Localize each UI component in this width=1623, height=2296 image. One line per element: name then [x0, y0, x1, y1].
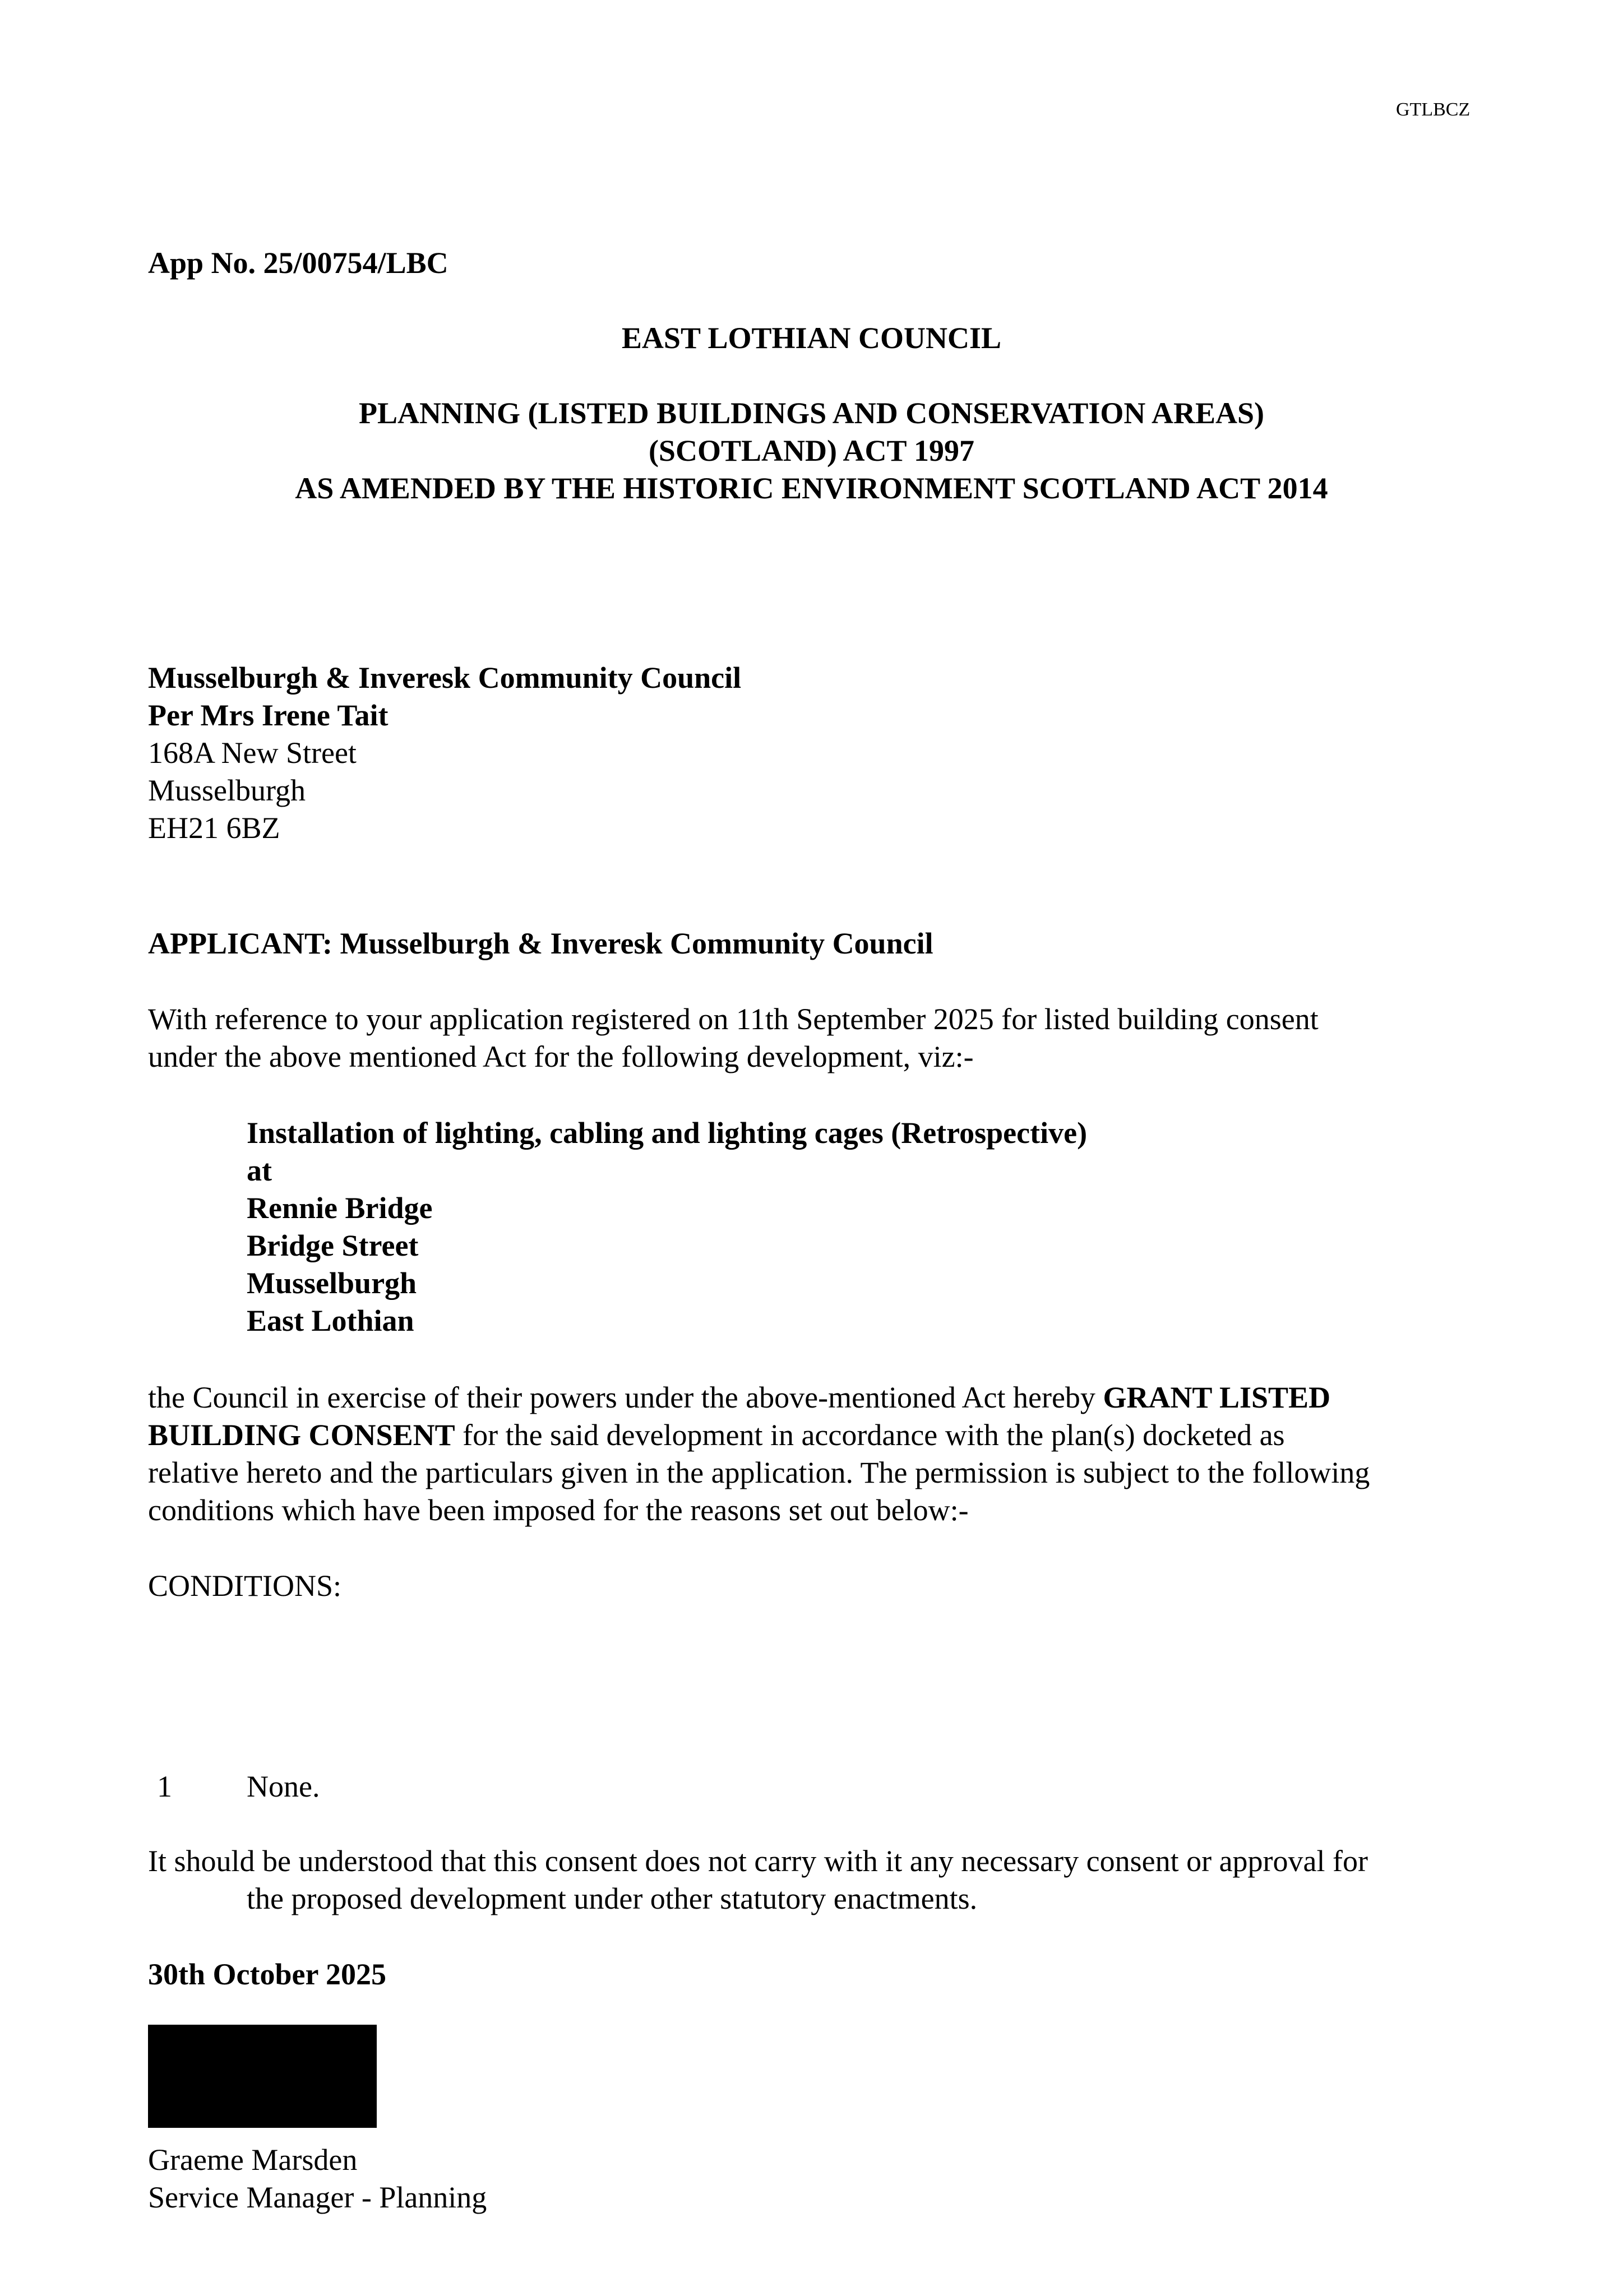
decision-line	[148, 1379, 1370, 1417]
applicant-line: APPLICANT: Musselburgh & Inveresk Community Council	[148, 927, 933, 960]
act-line: AS AMENDED BY THE HISTORIC ENVIRONMENT SCOTLAND ACT 2014	[295, 471, 1328, 505]
redacted-signature	[148, 2025, 377, 2128]
development-line: Musselburgh	[247, 1266, 417, 1300]
act-line: (SCOTLAND) ACT 1997	[648, 434, 975, 467]
development-line: Installation of lighting, cabling and lighting cages (Retrospective)	[247, 1116, 1088, 1150]
conditions-heading: CONDITIONS:	[148, 1569, 341, 1603]
condition-text: None.	[247, 1770, 320, 1803]
reference-line: under the above mentioned Act for the following development, viz:-	[148, 1040, 974, 1073]
recipient-name: Musselburgh & Inveresk Community Council	[148, 661, 742, 695]
development-description	[247, 1114, 1087, 1340]
development-line: Rennie Bridge	[247, 1191, 433, 1225]
recipient-per: Per Mrs Irene Tait	[148, 698, 389, 732]
decision-text: the Council in exercise of their powers under the above-mentioned Act hereby	[148, 1381, 1103, 1414]
decision-date: 30th October 2025	[148, 1957, 386, 1991]
act-title	[0, 395, 1623, 507]
development-line: East Lothian	[247, 1304, 414, 1337]
document-code: GTLBCZ	[1396, 99, 1471, 120]
development-line: Bridge Street	[247, 1229, 419, 1262]
reference-paragraph	[148, 1001, 1319, 1076]
signatory-name: Graeme Marsden	[148, 2143, 358, 2177]
act-line: PLANNING (LISTED BUILDINGS AND CONSERVATION AREAS)	[359, 396, 1264, 430]
development-line: at	[247, 1154, 272, 1187]
address-line: Musselburgh	[148, 774, 306, 807]
condition-number: 1	[157, 1770, 172, 1803]
signatory-title: Service Manager - Planning	[148, 2181, 487, 2214]
note-line: the proposed development under other statutory enactments.	[247, 1882, 978, 1915]
application-number: App No. 25/00754/LBC	[148, 246, 448, 280]
address-postcode: EH21 6BZ	[148, 811, 280, 845]
decision-line	[148, 1417, 1370, 1454]
decision-line: relative hereto and the particulars given in the application. The permission is subject to the following	[148, 1456, 1370, 1489]
council-name: EAST LOTHIAN COUNCIL	[621, 321, 1002, 355]
note-line: It should be understood that this consent does not carry with it any necessary consent or approval for	[148, 1844, 1368, 1878]
address-line: 168A New Street	[148, 736, 357, 770]
decision-line: conditions which have been imposed for the reasons set out below:-	[148, 1493, 969, 1527]
decision-consent: BUILDING CONSENT	[148, 1418, 455, 1452]
signatory	[148, 2141, 487, 2216]
decision-paragraph	[148, 1379, 1370, 1529]
decision-grant: GRANT LISTED	[1103, 1381, 1331, 1414]
recipient-address	[148, 659, 741, 847]
reference-line: With reference to your application registered on 11th September 2025 for listed building consent	[148, 1002, 1319, 1036]
decision-text: for the said development in accordance with the plan(s) docketed as	[455, 1418, 1285, 1452]
